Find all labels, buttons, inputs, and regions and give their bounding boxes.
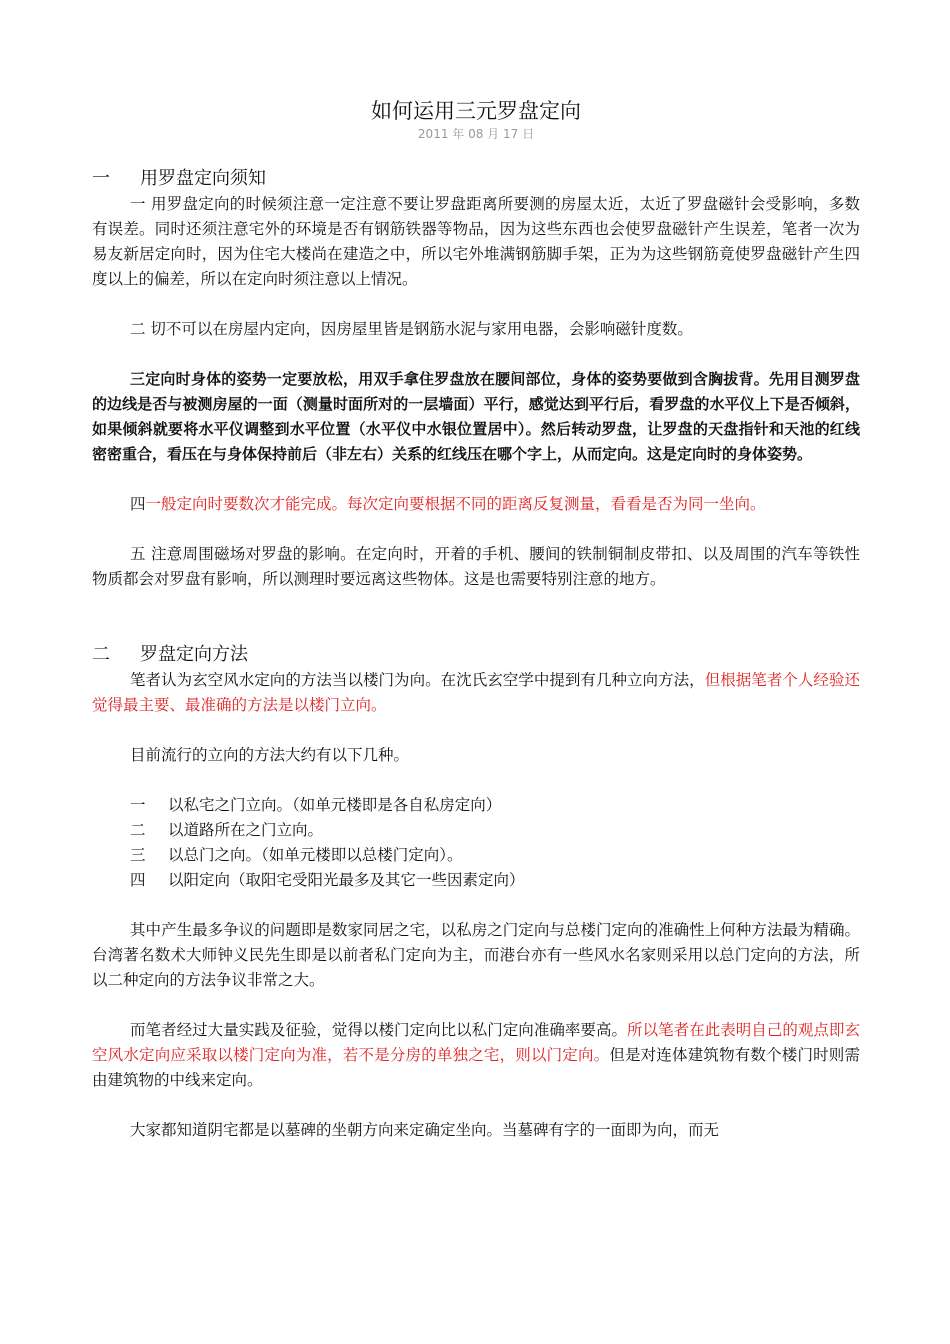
paragraph-4-highlight: 一般定向时要数次才能完成。每次定向要根据不同的距离反复测量，看看是否为同一坐向。 (145, 495, 766, 513)
section-2-number: 二 (92, 644, 110, 665)
section-2-paragraph-5: 大家都知道阴宅都是以墓碑的坐朝方向来定确定坐向。当墓碑有字的一面即为向，而无 (130, 1121, 720, 1139)
list-item-number: 四 (130, 871, 146, 889)
section-2-paragraph-1 (92, 668, 860, 718)
list-item-number: 一 (130, 796, 146, 814)
list-item (92, 818, 860, 843)
section-2-p4-highlight: 所以笔者在此表明自己的观点即玄空风水定向应采取以楼门定向为准，若不是分房的单独之宅，则以门定向。 (92, 1021, 860, 1064)
list-item (92, 868, 860, 893)
document-date: 2011 年 08 月 17 日 (417, 127, 535, 141)
section-1-heading (92, 166, 860, 192)
list-item-text: 以阳定向（取阳宅受阳光最多及其它一些因素定向） (168, 871, 525, 889)
paragraph-4-prefix: 四 (130, 495, 146, 513)
method-list (92, 793, 860, 893)
list-item-text: 以私宅之门立向。（如单元楼即是各自私房定向） (168, 796, 502, 814)
list-item-text: 以道路所在之门立向。 (168, 821, 324, 839)
list-item (92, 793, 860, 818)
section-1-title: 用罗盘定向须知 (140, 168, 266, 189)
section-2-heading (92, 642, 860, 668)
section-1-paragraph-5: 五 注意周围磁场对罗盘的影响。在定向时，开着的手机、腰间的铁制铜制皮带扣、以及周围的汽车等铁性物质都会对罗盘有影响，所以测理时要远离这些物体。这是也需要特别注意的地方。 (92, 545, 860, 588)
list-item-text: 以总门之向。（如单元楼即以总楼门定向）。 (168, 846, 463, 864)
section-2-p4-text-2: 但是对连体建筑物有数个楼门时则需由建筑物的中线来定向。 (92, 1046, 860, 1089)
section-2-paragraph-2: 目前流行的立向的方法大约有以下几种。 (130, 746, 410, 764)
list-item-number: 二 (130, 821, 146, 839)
section-1-number: 一 (92, 168, 110, 189)
section-2-p4-text-1: 而笔者经过大量实践及征验，觉得以楼门定向比以私门定向准确率要高。 (130, 1021, 628, 1039)
section-2-p1-highlight: 但根据笔者个人经验还觉得最主要、最准确的方法是以楼门立向。 (92, 671, 860, 714)
section-1-paragraph-2: 二 切不可以在房屋内定向，因房屋里皆是钢筋水泥与家用电器，会影响磁针度数。 (130, 320, 693, 338)
section-2-paragraph-3: 其中产生最多争议的问题即是数家同居之宅，以私房之门定向与总楼门定向的准确性上何种方法最为精确。台湾著名数术大师钟义民先生即是以前者私门定向为主，而港台亦有一些风水名家则采用以总门定向的方法，所以二种定向的方法争议非常之大。 (92, 921, 860, 989)
list-item-number: 三 (130, 846, 146, 864)
section-2-p1-text: 笔者认为玄空风水定向的方法当以楼门为向。在沈氏玄空学中提到有几种立向方法， (130, 671, 705, 689)
document-title: 如何运用三元罗盘定向 (371, 99, 581, 123)
section-1-paragraph-4 (92, 492, 860, 517)
section-1-paragraph-1: 一 用罗盘定向的时候须注意一定注意不要让罗盘距离所要测的房屋太近，太近了罗盘磁针会受影响，多数有误差。同时还须注意宅外的环境是否有钢筋铁器等物品，因为这些东西也会使罗盘磁针产生误差，笔者一次为易友新居定向时，因为住宅大楼尚在建造之中，所以宅外堆满钢筋脚手架，正为为这些钢筋竟使罗盘磁针产生四度以上的偏差，所以在定向时须注意以上情况。 (92, 195, 860, 288)
section-2-title: 罗盘定向方法 (140, 644, 248, 665)
section-2-paragraph-4 (92, 1018, 860, 1093)
section-1-paragraph-3: 三定向时身体的姿势一定要放松，用双手拿住罗盘放在腰间部位，身体的姿势要做到含胸拔背。先用目测罗盘的边线是否与被测房屋的一面（测量时面所对的一层墙面）平行，感觉达到平行后，看罗盘的水平仪上下是否倾斜，如果倾斜就要将水平仪调整到水平位置（水平仪中水银位置居中）。然后转动罗盘，让罗盘的天盘指针和天池的红线密密重合，看压在与身体保持前后（非左右）关系的红线压在哪个字上，从而定向。这是定向时的身体姿势。 (92, 370, 860, 463)
list-item (92, 843, 860, 868)
